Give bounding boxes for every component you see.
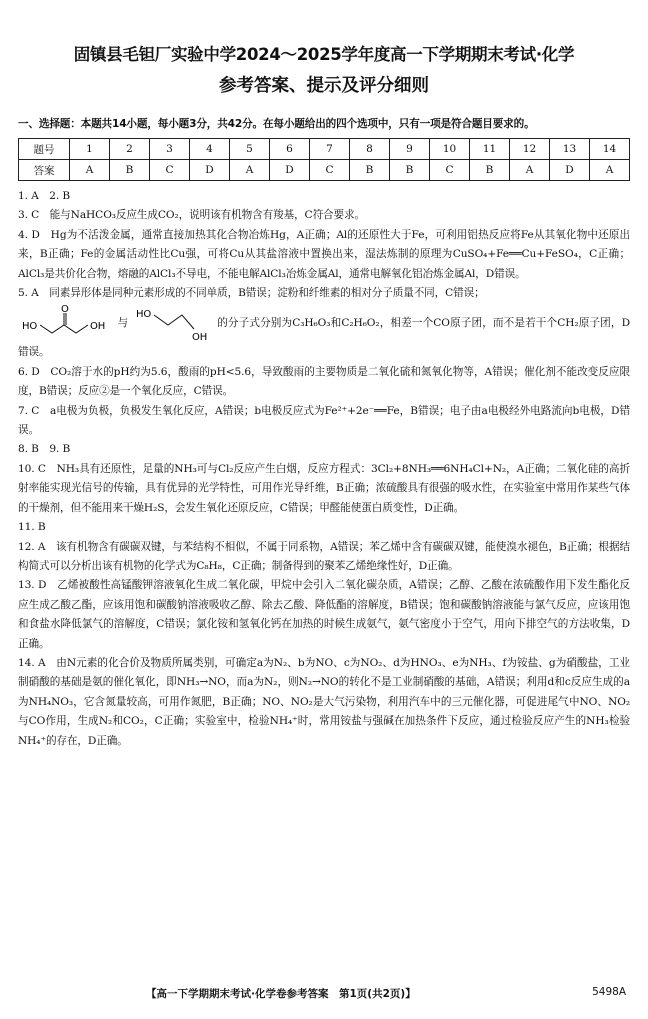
table-cell: A bbox=[230, 160, 270, 181]
explanation-q4: 4. D Hg为不活泼金属，通常直接加热其化合物冶炼Hg，A正确；Al的还原性大于Fe，可利用铝热反应将Fe从其氧化物中还原出来，B正确；Fe的金属活动性比Cu强，可将Cu从其盐溶液中置换出来，湿法炼制的原理为CuSO₄+Fe══Cu+FeSO₄，C正确；AlCl₃是共价化合物，熔融的AlCl₃不导电，不能电解AlCl₃冶炼金属Al，通常电解氧化铝冶炼金属Al，D错误。 bbox=[18, 228, 630, 280]
answer-table bbox=[18, 138, 630, 181]
table-cell: C bbox=[310, 160, 350, 181]
explanation-q7: 7. C a电极为负极，负极发生氧化反应，A错误；b电极反应式为Fe²⁺+2e⁻══Fe，B错误；电子由a电极经外电路流向b电极，D错误。 bbox=[18, 404, 630, 437]
table-cell: 9 bbox=[390, 139, 430, 160]
explanation-q1-2: 1. A 2. B bbox=[18, 190, 71, 202]
table-cell: C bbox=[150, 160, 190, 181]
explanation-q5-part1: 5. A 同素异形体是同种元素形成的不同单质，B错误；淀粉和纤维素的相对分子质量不同，C错误； bbox=[18, 287, 485, 300]
table-cell: C bbox=[430, 160, 470, 181]
footer-code: 5498A bbox=[592, 986, 626, 998]
page-subtitle: 参考答案、提示及评分细则 bbox=[219, 76, 429, 96]
explanation-q3: 3. C 能与NaHCO₃反应生成CO₂，说明该有机物含有羧基，C符合要求。 bbox=[18, 209, 366, 222]
table-cell: 8 bbox=[350, 139, 390, 160]
table-cell: 13 bbox=[550, 139, 590, 160]
table-cell: 2 bbox=[110, 139, 150, 160]
structure-label: OH bbox=[191, 332, 207, 344]
table-cell: 11 bbox=[470, 139, 510, 160]
table-cell: 7 bbox=[310, 139, 350, 160]
table-cell: 12 bbox=[510, 139, 550, 160]
table-cell: D bbox=[270, 160, 310, 181]
row-label-number: 题号 bbox=[19, 139, 70, 160]
structure-label: OH bbox=[90, 321, 106, 333]
table-cell: 5 bbox=[230, 139, 270, 160]
explanation-q6: 6. D CO₂溶于水的pH约为5.6，酸雨的pH<5.6，导致酸雨的主要物质是二氧化硫和氮氧化物等，A错误；催化剂不能改变反应限度，B错误；反应②是一个氧化反应，C错误。 bbox=[18, 365, 630, 398]
table-cell: B bbox=[350, 160, 390, 181]
table-row-answers bbox=[19, 160, 630, 181]
page-title: 固镇县毛钽厂实验中学2024～2025学年度高一下学期期末考试·化学 bbox=[73, 45, 575, 64]
explanation-q5 bbox=[18, 284, 630, 363]
structure-label: HO bbox=[135, 309, 151, 321]
table-cell: B bbox=[390, 160, 430, 181]
table-cell: D bbox=[190, 160, 230, 181]
table-cell: A bbox=[70, 160, 110, 181]
table-cell: 1 bbox=[70, 139, 110, 160]
explanation-q14: 14. A 由N元素的化合价及物质所属类别，可确定a为N₂、b为NO、c为NO₂、d为HNO₃、e为NH₃、f为铵盐、g为硝酸盐，工业制硝酸的基础是氨的催化氧化，即NH₃→NO，而a为N₂，则N₂→NO的转化不是工业制硝酸的基础，A错误；利用d和c反应生成的a为NH₄NO₃，它含氮量较高，可用作氮肥，B正确；NO、NO₂是大气污染物，利用汽车中的三元催化器，可促进尾气中NO、NO₂与CO作用，生成N₂和CO₂，C正确；实验室中，检验NH₄⁺时，常用铵盐与强碱在加热条件下反应，通过检验反应产生的NH₃检验NH₄⁺的存在，D正确。 bbox=[18, 656, 630, 747]
table-cell: A bbox=[510, 160, 550, 181]
structure-label: O bbox=[61, 304, 69, 316]
table-cell: 3 bbox=[150, 139, 190, 160]
table-cell: B bbox=[110, 160, 150, 181]
table-cell: D bbox=[550, 160, 590, 181]
explanation-q12: 12. A 该有机物含有碳碳双键，与苯结构不相似，不属于同系物，A错误；苯乙烯中含有碳碳双键，能使溴水褪色，B正确；根据结构简式可以分析出该有机物的化学式为C₈H₈，C正确；制备得到的聚苯乙烯绝缘性好，D正确。 bbox=[18, 540, 630, 572]
table-cell: 6 bbox=[270, 139, 310, 160]
table-cell: 10 bbox=[430, 139, 470, 160]
connector-text: 与 bbox=[117, 317, 129, 330]
table-cell: B bbox=[470, 160, 510, 181]
explanation-q10: 10. C NH₃具有还原性，足量的NH₃可与Cl₂反应产生白烟，反应方程式：3Cl₂+8NH₃══6NH₄Cl+N₂，A正确；二氧化硅的高折射率能实现光信号的传输，具有优异的光学特性，可用作光导纤维，B正确；浓硫酸具有很强的吸水性，在实验室中常用作某些气体的干燥剂，但不能用来干燥H₂S，会发生氧化还原反应，C错误；甲醛能使蛋白质变性，D正确。 bbox=[18, 462, 630, 514]
explanations bbox=[18, 187, 630, 751]
structure-label: HO bbox=[22, 321, 38, 333]
explanation-q5-part2: 的分子式分别为C₃H₆O₃和C₂H₆O₂，相差一个CO原子团，而不是若干个CH₂原子团，D错误。 bbox=[18, 317, 630, 359]
section-heading: 一、选择题：本题共14小题，每小题3分，共42分。在每小题给出的四个选项中，只有一项是符合题目要求的。 bbox=[18, 118, 535, 130]
table-row-numbers bbox=[19, 139, 630, 160]
table-cell: 4 bbox=[190, 139, 230, 160]
table-cell: 14 bbox=[590, 139, 630, 160]
row-label-answer: 答案 bbox=[19, 160, 70, 181]
explanation-q8-9: 8. B 9. B bbox=[18, 443, 71, 456]
ethylene-glycol-structure bbox=[134, 303, 212, 343]
table-cell: A bbox=[590, 160, 630, 181]
footer-title: 【高一下学期期末考试·化学卷参考答案 第1页(共2页)】 bbox=[146, 988, 416, 1000]
explanation-q13: 13. D 乙烯被酸性高锰酸钾溶液氧化生成二氧化碳，甲烷中会引入二氧化碳杂质，A错误；乙醇、乙酸在浓硫酸作用下发生酯化反应生成乙酸乙酯，应该用饱和碳酸钠溶液吸收乙醇、除去乙酸、降低酯的溶解度，B错误；饱和碳酸钠溶液能与氯气反应，应该用饱和食盐水降低氯气的溶解度，C错误；氯化铵和氢氧化钙在加热的时候生成氨气，氨气密度小于空气，用向下排空气的方法收集，D正确。 bbox=[18, 579, 630, 650]
explanation-q11: 11. B bbox=[18, 521, 46, 534]
hydroxyacetone-structure bbox=[20, 303, 112, 343]
